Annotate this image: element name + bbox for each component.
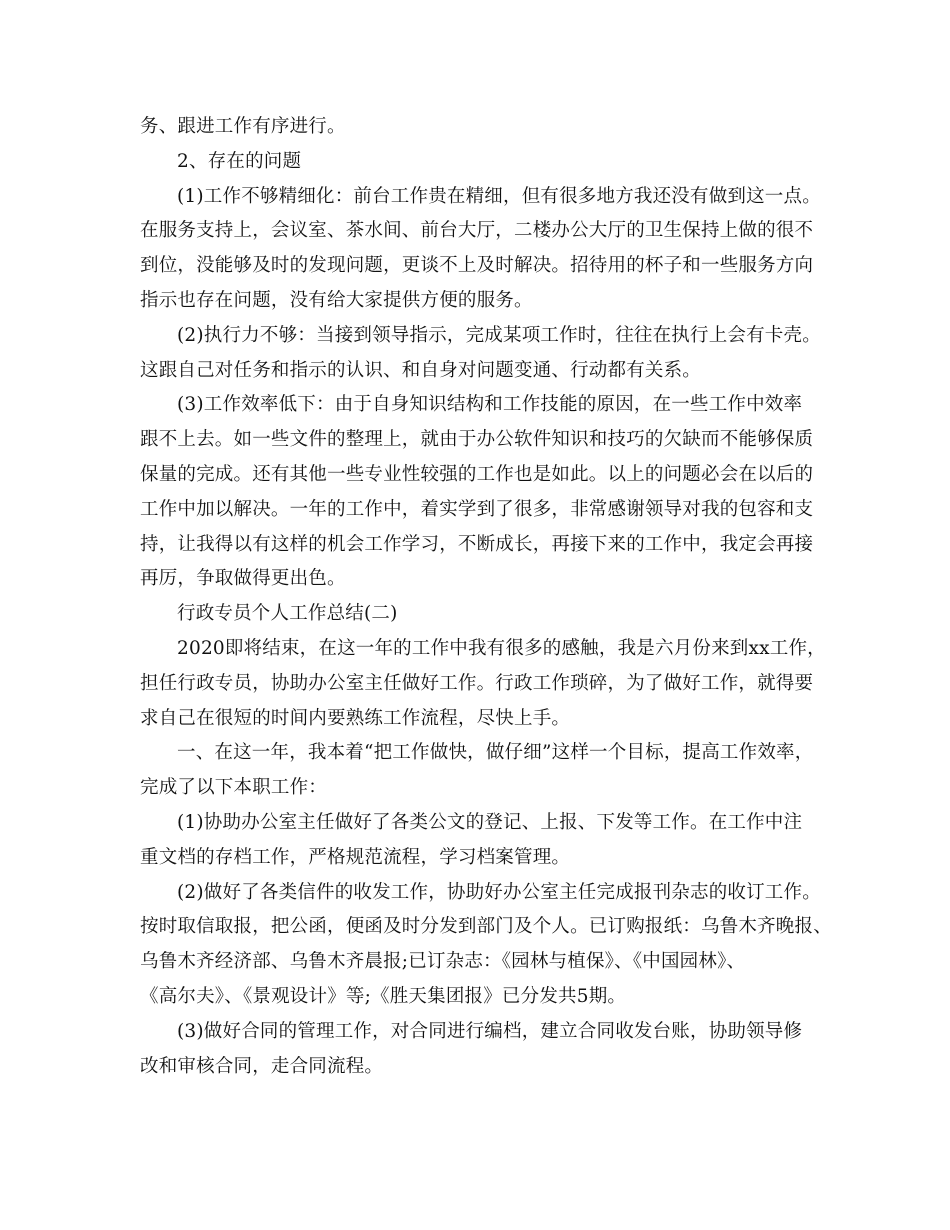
text-line: 务、跟进工作有序进行。 xyxy=(140,116,346,137)
document-body xyxy=(140,110,830,1084)
text-line: 改和审核合同，走合同流程。 xyxy=(140,1055,384,1077)
text-line: (1)协助办公室主任做好了各类公文的登记、上报、下发等工作。在工作中注 xyxy=(177,811,803,833)
text-line: (2)执行力不够：当接到领导指示，完成某项工作时，往往在执行上会有卡壳。 xyxy=(177,324,821,346)
text-line: 保量的完成。还有其他一些专业性较强的工作也是如此。以上的问题必会在以后的 xyxy=(140,463,814,485)
text-line: 完成了以下本职工作： xyxy=(140,777,328,799)
text-line: (3)做好合同的管理工作，对合同进行编档，建立合同收发台账，协助领导修 xyxy=(177,1020,803,1042)
text-line: 《高尔夫》、《景观设计》等;《胜天集团报》已分发共5期。 xyxy=(140,985,627,1007)
text-line: (2)做好了各类信件的收发工作，协助好办公室主任完成报刊杂志的收订工作。 xyxy=(177,881,821,903)
text-line: 工作中加以解决。一年的工作中，着实学到了很多，非常感谢领导对我的包容和支 xyxy=(140,498,814,520)
text-line: 这跟自己对任务和指示的认识、和自身对问题变通、行动都有关系。 xyxy=(140,359,702,381)
text-line: 按时取信取报，把公函，便函及时分发到部门及个人。已订购报纸：乌鲁木齐晚报、 xyxy=(140,916,832,938)
text-line: 重文档的存档工作，严格规范流程，学习档案管理。 xyxy=(140,846,571,868)
text-line: 乌鲁木齐经济部、乌鲁木齐晨报;已订杂志：《园林与植保》、《中国园林》、 xyxy=(140,951,746,973)
text-line: 再厉，争取做得更出色。 xyxy=(140,568,346,590)
text-line: 求自己在很短的时间内要熟练工作流程，尽快上手。 xyxy=(140,707,571,729)
text-line: 到位，没能够及时的发现问题，更谈不上及时解决。招待用的杯子和一些服务方向 xyxy=(140,255,814,277)
text-line: (3)工作效率低下：由于自身知识结构和工作技能的原因，在一些工作中效率 xyxy=(177,394,803,416)
text-line: 2020即将结束，在这一年的工作中我有很多的感触，我是六月份来到xx工作， xyxy=(177,637,826,659)
text-line: 指示也存在问题，没有给大家提供方便的服务。 xyxy=(140,289,533,311)
text-line: 担任行政专员，协助办公室主任做好工作。行政工作琐碎，为了做好工作，就得要 xyxy=(140,672,814,694)
text-line: 一、在这一年，我本着“把工作做快，做仔细”这样一个目标，提高工作效率， xyxy=(177,742,814,764)
text-line: (1)工作不够精细化：前台工作贵在精细，但有很多地方我还没有做到这一点。 xyxy=(177,185,821,207)
text-line: 在服务支持上，会议室、茶水间、前台大厅，二楼办公大厅的卫生保持上做的很不 xyxy=(140,220,814,242)
text-line: 跟不上去。如一些文件的整理上，就由于办公软件知识和技巧的欠缺而不能够保质 xyxy=(140,429,814,451)
section-heading: 2、存在的问题 xyxy=(177,150,302,172)
text-line: 持，让我得以有这样的机会工作学习，不断成长，再接下来的工作中，我定会再接 xyxy=(140,533,814,555)
document-title: 行政专员个人工作总结(二) xyxy=(177,603,398,625)
